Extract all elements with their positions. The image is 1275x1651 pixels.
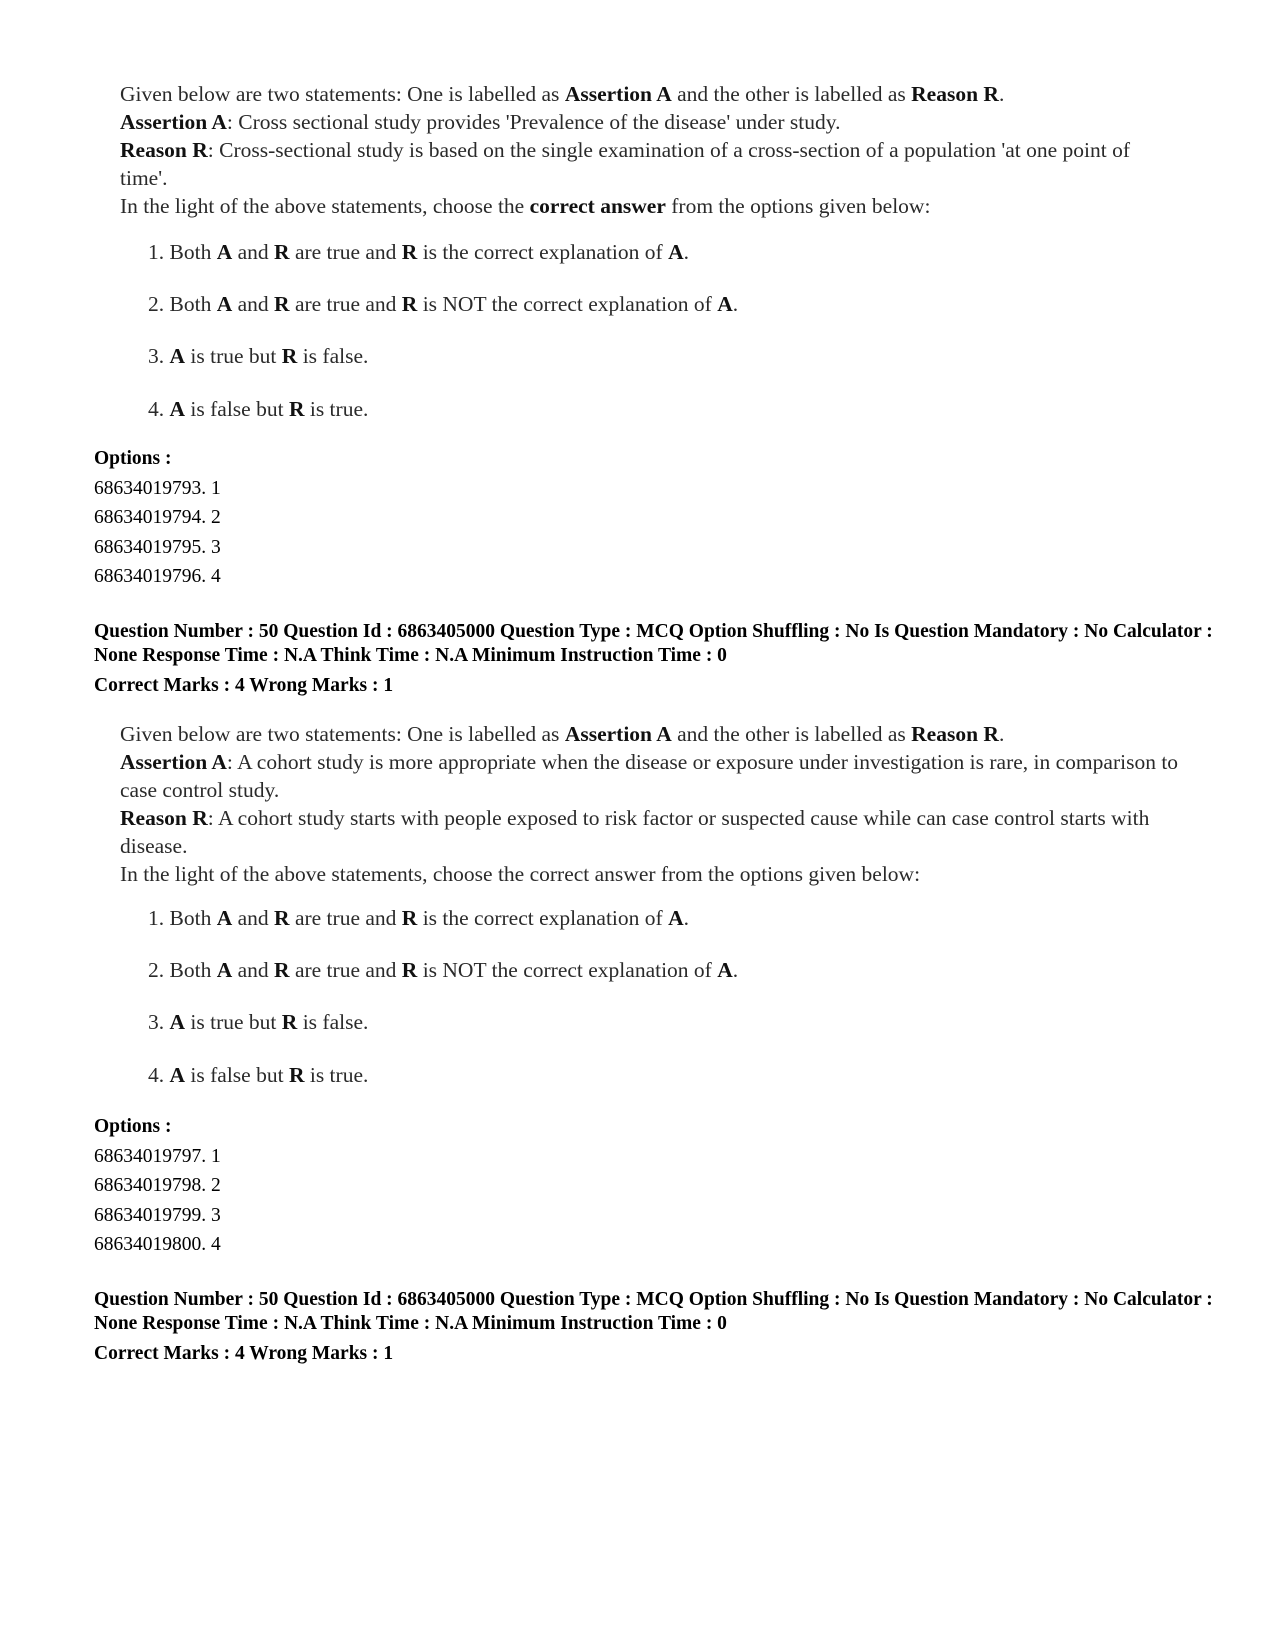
choice-2: 2. Both A and R are true and R is NOT the correct explanation of A. [148, 292, 739, 316]
option-row: 68634019799. 3 [94, 1204, 221, 1226]
question-info: Question Number : 50 Question Id : 6863405000 Question Type : MCQ Option Shuffling : No Is Question Mandatory : No Calculator : None Response Time : N.A Think Time : N.A Minimum Instruction Time : 0 [94, 1289, 1213, 1334]
option-row: 68634019796. 4 [94, 566, 221, 587]
assertion: Assertion A: Cross sectional study provides 'Prevalence of the disease' under study. [120, 110, 841, 134]
option-row: 68634019800. 4 [94, 1234, 221, 1255]
marks-info: Correct Marks : 4 Wrong Marks : 1 [94, 1343, 394, 1364]
choice-4: 4. A is false but R is true. [148, 1063, 369, 1087]
choice-3: 3. A is true but R is false. [148, 344, 369, 368]
question-2-text [120, 720, 1180, 888]
choice-1: 1. Both A and R are true and R is the correct explanation of A. [148, 240, 689, 264]
choice-2: 2. Both A and R are true and R is NOT the correct explanation of A. [148, 958, 739, 982]
reason: Reason R: Cross-sectional study is based on the single examination of a cross-section of a population 'at one point of time'. [120, 138, 1131, 190]
statement-intro: Given below are two statements: One is labelled as Assertion A and the other is labelled as Reason R. [120, 722, 1005, 746]
question-2-options [94, 1112, 221, 1260]
option-row: 68634019798. 2 [94, 1175, 221, 1196]
option-row: 68634019794. 2 [94, 507, 221, 528]
reason: Reason R: A cohort study starts with people exposed to risk factor or suspected cause while can case control starts with disease. [120, 806, 1150, 858]
marks-info: Correct Marks : 4 Wrong Marks : 1 [94, 675, 394, 696]
option-row: 68634019797. 1 [94, 1145, 221, 1167]
options-label: Options : [94, 448, 172, 469]
option-row: 68634019795. 3 [94, 536, 221, 558]
statement-intro: Given below are two statements: One is labelled as Assertion A and the other is labelled as Reason R. [120, 82, 1005, 106]
choice-4: 4. A is false but R is true. [148, 397, 369, 421]
assertion: Assertion A: A cohort study is more appropriate when the disease or exposure under investigation is rare, in comparison to case control study. [120, 750, 1179, 802]
question-1-text [120, 80, 1180, 220]
option-row: 68634019793. 1 [94, 477, 221, 499]
question-meta-2 [94, 1288, 1214, 1366]
choice-3: 3. A is true but R is false. [148, 1010, 369, 1034]
question-1-options [94, 444, 221, 592]
question-info: Question Number : 50 Question Id : 6863405000 Question Type : MCQ Option Shuffling : No Is Question Mandatory : No Calculator : None Response Time : N.A Think Time : N.A Minimum Instruction Time : 0 [94, 621, 1213, 666]
options-label: Options : [94, 1116, 172, 1137]
choice-1: 1. Both A and R are true and R is the correct explanation of A. [148, 906, 689, 930]
instruction: In the light of the above statements, choose the correct answer from the options given below: [120, 862, 921, 886]
question-meta-1 [94, 620, 1214, 698]
instruction: In the light of the above statements, choose the correct answer from the options given below: [120, 194, 931, 218]
